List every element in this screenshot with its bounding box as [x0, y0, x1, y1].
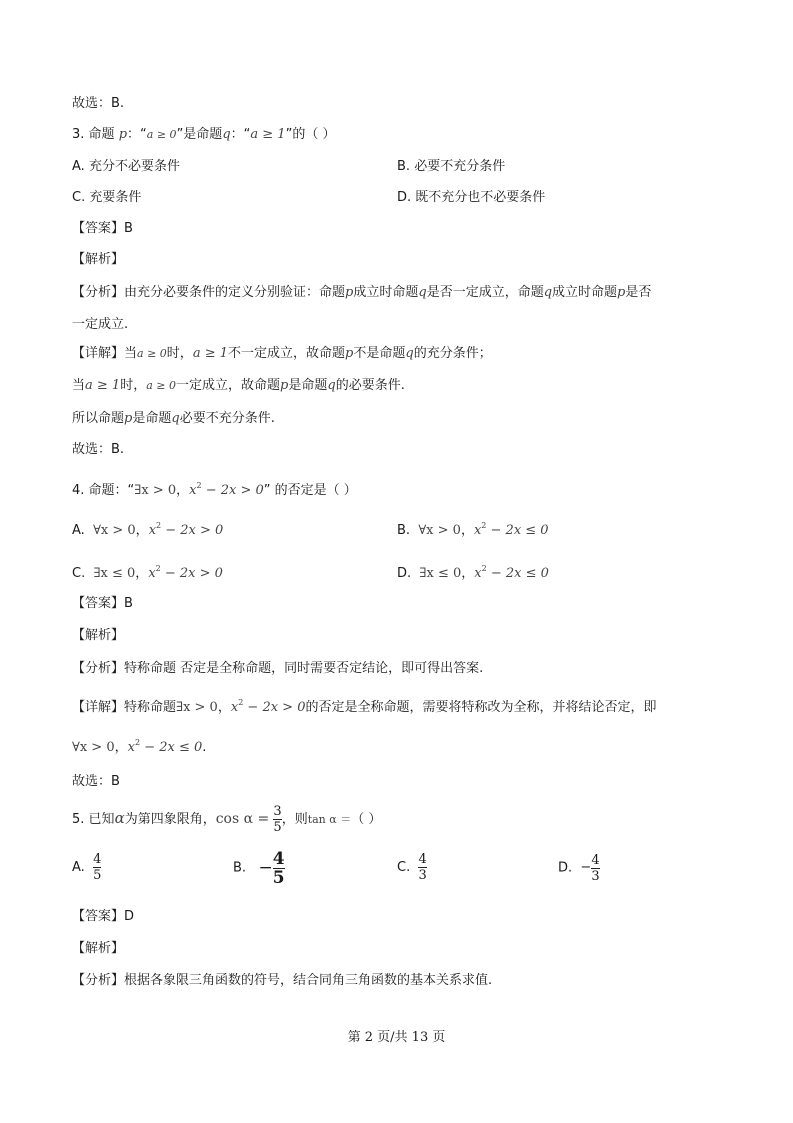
option-exp: 2 [155, 564, 161, 573]
detail-exp: 2 [134, 738, 141, 747]
detail-text: 是命题 [288, 378, 328, 393]
q2-conclusion: 故选：B. [72, 96, 125, 111]
q4-cond-exists: ∃x > 0 [134, 483, 177, 498]
q5-option-c [397, 848, 427, 888]
q4-answer: 【答案】B [72, 596, 133, 611]
numerator: 3 [273, 804, 282, 819]
var-q: q [405, 346, 414, 361]
option-cond: ∀x > 0 [93, 523, 136, 538]
option-x: x [474, 566, 482, 581]
q3-var-q: q [222, 127, 231, 142]
var-p: p [280, 378, 289, 393]
option-rest: − 2x ≤ 0 [486, 523, 549, 538]
option-fraction [591, 853, 599, 884]
numerator: 4 [418, 852, 427, 867]
option-x: x [148, 523, 157, 538]
option-label: B. [397, 523, 411, 538]
detail-cond-exists: ∃x > 0 [176, 700, 218, 715]
q5-option-a [72, 848, 101, 888]
option-fraction [273, 850, 285, 887]
q3-option-a [72, 158, 180, 176]
q5-answer: 【答案】D [72, 909, 135, 924]
detail-text: 的充分条件； [413, 346, 492, 361]
q3-conclusion: 故选：B. [72, 442, 125, 457]
detail-exp: 2 [238, 698, 244, 707]
q5-number: 5. [72, 812, 89, 827]
comma: ， [217, 700, 231, 715]
detail-text: 不一定成立，故命题 [228, 346, 346, 361]
q5-jiexi: 【解析】 [72, 941, 125, 956]
option-label: A. [72, 860, 85, 875]
q5-text: 为第四象限角， [124, 812, 216, 827]
q4-text: 命题：“ [88, 483, 135, 498]
q4-text: ” 的否定是（ ） [263, 483, 357, 498]
q4-sep: ， [176, 483, 190, 498]
q5-analysis: 【分析】根据各象限三角函数的符号，结合同角三角函数的基本关系求值. [72, 973, 493, 988]
q4-option-b [397, 517, 549, 540]
option-cond: ∃x ≤ 0 [93, 566, 136, 581]
detail-rest: − 2x > 0 [243, 700, 306, 715]
comma: ， [135, 523, 149, 538]
comma: ， [135, 566, 149, 581]
var-q: q [327, 378, 336, 393]
detail-text: 所以命题 [72, 411, 125, 426]
option-label: C. [72, 566, 86, 581]
q4-conclusion: 故选：B [72, 774, 120, 789]
detail-text: 的必要条件. [335, 378, 405, 393]
q4-exp: 2 [196, 481, 202, 490]
q3-detail-line-3 [72, 410, 275, 428]
option-rest: − 2x > 0 [160, 566, 223, 581]
option-exp: 2 [156, 521, 162, 530]
q3-number: 3. [72, 127, 89, 142]
q4-cond-x: x [189, 483, 197, 498]
q3-text-1: 命题 [88, 127, 115, 142]
q3-analysis-line-1 [72, 284, 651, 302]
q5-option-b [233, 848, 285, 889]
option-fraction [93, 852, 101, 883]
q3-jiexi: 【解析】 [72, 252, 125, 267]
q4-stem [72, 477, 357, 500]
q3-var-p: p [118, 127, 128, 142]
q5-fraction [273, 804, 281, 835]
analysis-text: 【分析】由充分必要条件的定义分别验证：命题 [72, 285, 346, 300]
option-label: A. [72, 523, 85, 538]
detail-text: 时， [166, 346, 193, 361]
denominator: 5 [93, 868, 102, 883]
q4-cond-rest: − 2x > 0 [201, 483, 264, 498]
period: . [202, 740, 207, 755]
option-exp: 2 [481, 564, 487, 573]
detail-x: x [230, 700, 239, 715]
option-text: 必要不充分条件 [414, 159, 506, 174]
q5-alpha: α [114, 809, 125, 827]
numerator: 4 [591, 852, 600, 868]
comma: ， [114, 740, 128, 755]
option-text: 充要条件 [89, 190, 142, 205]
analysis-text: 是否一定成立，命题 [426, 285, 544, 300]
option-x: x [148, 566, 156, 581]
analysis-text: 成立时命题 [353, 285, 419, 300]
q5-stem [72, 800, 381, 838]
detail-text: 时， [120, 378, 147, 393]
option-label: A. [72, 159, 85, 174]
detail-x: x [127, 740, 135, 755]
q4-detail-line-1 [72, 694, 657, 717]
option-label: D. [397, 190, 412, 205]
q3-option-d [397, 189, 545, 207]
cond-a-ge-0: a ≥ 0 [146, 379, 176, 392]
detail-text: 【详解】当 [72, 346, 138, 361]
var-q: q [418, 285, 427, 300]
q3-answer: 【答案】B [72, 221, 133, 236]
q3-text-2: ：“ [127, 127, 147, 142]
q5-cos: cos α = [215, 811, 270, 827]
option-rest: − 2x > 0 [161, 523, 224, 538]
detail-text: 必要不充分条件. [179, 411, 275, 426]
detail-cond-forall: ∀x > 0 [72, 740, 115, 755]
denominator: 3 [418, 868, 427, 883]
q3-option-b [397, 158, 505, 176]
q3-text-3: ”是命题 [176, 127, 223, 142]
analysis-text: 成立时命题 [552, 285, 618, 300]
cond-a-ge-1: a ≥ 1 [192, 346, 228, 361]
q5-text: ，则 [281, 812, 308, 827]
option-label: D. [397, 566, 412, 581]
q4-detail-line-2 [72, 734, 206, 757]
q3-option-c [72, 189, 141, 207]
var-p: p [617, 285, 626, 300]
denominator: 5 [273, 820, 282, 835]
option-text: 充分不必要条件 [88, 159, 180, 174]
detail-text: 不是命题 [353, 346, 406, 361]
option-x: x [473, 523, 482, 538]
option-fraction [418, 852, 426, 883]
q5-option-d [558, 848, 600, 889]
option-label: B. [397, 159, 411, 174]
detail-text: 一定成立，故命题 [176, 378, 281, 393]
numerator: 4 [272, 848, 285, 869]
cond-a-ge-0: a ≥ 0 [137, 347, 167, 360]
detail-text: 的否定是全称命题，需要将特称改为全称，并将结论否定，即 [305, 700, 657, 715]
denominator: 5 [272, 867, 285, 888]
denominator: 3 [591, 868, 600, 884]
q3-text-4: ：“ [230, 127, 251, 142]
numerator: 4 [93, 852, 102, 867]
option-label: C. [397, 860, 411, 875]
q4-jiexi: 【解析】 [72, 628, 125, 643]
q4-option-a [72, 517, 223, 540]
minus-sign: − [258, 858, 273, 878]
var-p: p [345, 285, 354, 300]
page-footer: 第 2 页/共 13 页 [347, 1030, 446, 1045]
option-label: D. [558, 860, 573, 876]
var-p: p [124, 411, 133, 426]
detail-text: 【详解】特称命题 [72, 700, 177, 715]
q3-detail-line-2 [72, 377, 405, 395]
q4-option-c [72, 560, 223, 583]
option-cond: ∀x > 0 [418, 523, 461, 538]
q3-cond-1: a ≥ 0 [146, 128, 177, 141]
var-q: q [543, 285, 553, 300]
detail-text: 当 [72, 378, 86, 393]
option-text: 既不充分也不必要条件 [415, 190, 546, 205]
q5-tan: tan α ＝ [307, 813, 352, 826]
q3-text-5: ”的（ ） [285, 127, 336, 142]
q5-text: （ ） [351, 812, 382, 827]
q4-analysis: 【分析】特称命题 否定是全称命题，同时需要否定结论，即可得出答案. [72, 661, 484, 676]
option-rest: − 2x ≤ 0 [486, 566, 549, 581]
detail-text: 是命题 [132, 411, 172, 426]
option-label: C. [72, 190, 86, 205]
q3-stem [72, 126, 335, 144]
var-p: p [345, 346, 354, 361]
minus-sign: − [580, 860, 592, 875]
cond-a-ge-1: a ≥ 1 [85, 378, 121, 393]
analysis-text: 是否 [625, 285, 652, 300]
q3-detail-line-1 [72, 345, 492, 363]
var-q: q [171, 411, 180, 426]
option-exp: 2 [481, 521, 487, 530]
comma: ， [461, 566, 475, 581]
q3-cond-2: a ≥ 1 [250, 127, 286, 142]
detail-rest: − 2x ≤ 0 [140, 740, 203, 755]
q5-text: 已知 [88, 812, 115, 827]
q4-option-d [397, 560, 549, 583]
option-cond: ∃x ≤ 0 [419, 566, 462, 581]
comma: ， [460, 523, 474, 538]
option-label: B. [233, 860, 247, 876]
q4-number: 4. [72, 483, 89, 498]
q3-analysis-line-2: 一定成立. [72, 317, 129, 332]
